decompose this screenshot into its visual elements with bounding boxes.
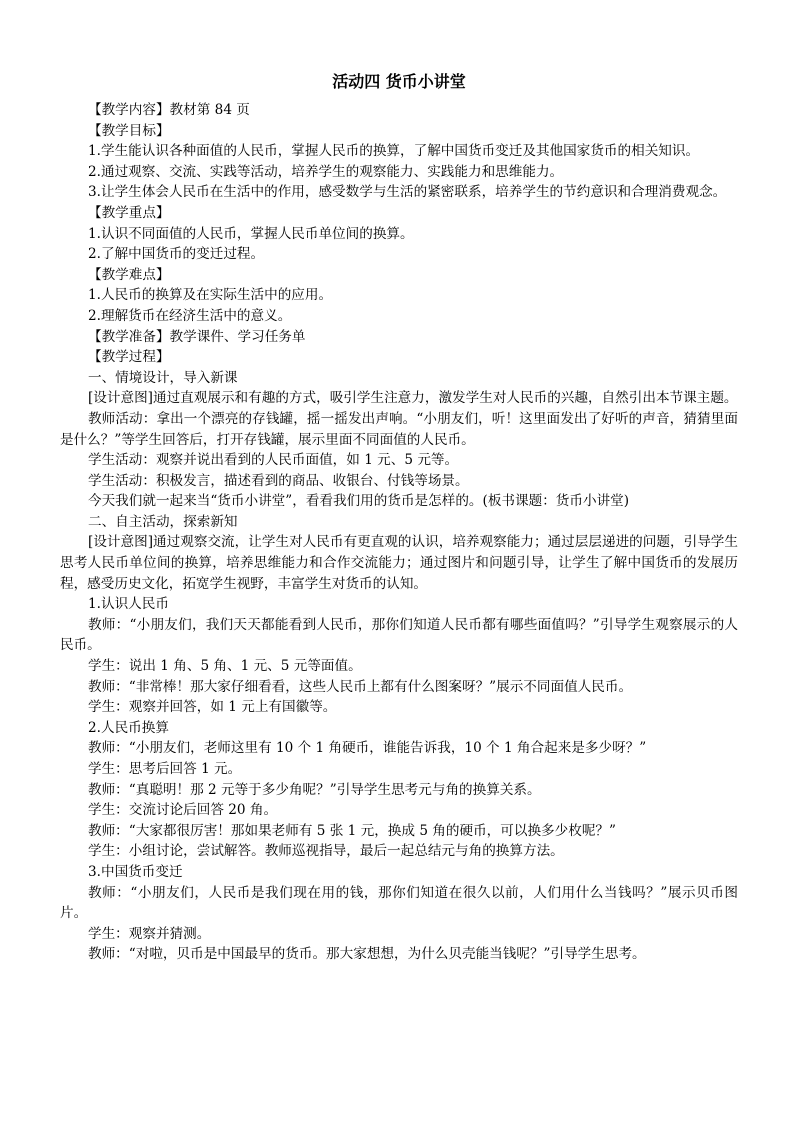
paragraph: 1.认识不同面值的人民币，掌握人民币单位间的换算。 — [88, 225, 414, 242]
paragraph: 2.了解中国货币的变迁过程。 — [88, 246, 265, 263]
paragraph: 3.让学生体会人民币在生活中的作用，感受数学与生活的紧密联系，培养学生的节约意识和合理消费观念。 — [88, 184, 727, 201]
paragraph: 学生活动：积极发言，描述看到的商品、收银台、付钱等场景。 — [88, 472, 469, 489]
paragraph: 教师：“小朋友们，我们天天都能看到人民币，那你们知道人民币都有哪些面值吗？”引导学生观察展示的人民币。 — [60, 616, 738, 654]
document-page — [60, 72, 738, 965]
paragraph: 【教学过程】 — [88, 349, 170, 366]
paragraph: 【教学难点】 — [88, 266, 170, 283]
paragraph: 一、情境设计，导入新课 — [88, 369, 238, 386]
paragraph: 二、自主活动，探索新知 — [88, 513, 238, 530]
paragraph: 1.人民币的换算及在实际生活中的应用。 — [88, 287, 333, 304]
paragraph: 【教学目标】 — [88, 122, 170, 139]
paragraph: 【教学准备】教学课件、学习任务单 — [88, 328, 306, 345]
paragraph: 2.通过观察、交流、实践等活动，培养学生的观察能力、实践能力和思维能力。 — [88, 163, 564, 180]
paragraph: 学生：交流讨论后回答 20 角。 — [88, 802, 278, 819]
paragraph: 教师活动：拿出一个漂亮的存钱罐，摇一摇发出声响。“小朋友们，听！这里面发出了好听的声音，猜猜里面是什么？”等学生回答后，打开存钱罐，展示里面不同面值的人民币。 — [60, 410, 738, 448]
paragraph: 学生活动：观察并说出看到的人民币面值，如 1 元、5 元等。 — [88, 452, 459, 469]
paragraph: 学生：观察并猜测。 — [88, 925, 211, 942]
paragraph: [设计意图]通过直观展示和有趣的方式，吸引学生注意力，激发学生对人民币的兴趣，自然引出本节课主题。 — [88, 390, 738, 407]
document-body — [60, 100, 738, 965]
paragraph: 2.人民币换算 — [88, 719, 169, 736]
paragraph: 2.理解货币在经济生活中的意义。 — [88, 307, 292, 324]
paragraph: 3.中国货币变迁 — [88, 863, 183, 880]
paragraph: 教师：“大家都很厉害！那如果老师有 5 张 1 元，换成 5 角的硬币，可以换多少枚呢？” — [88, 822, 616, 839]
paragraph: [设计意图]通过观察交流，让学生对人民币有更直观的认识，培养观察能力；通过层层递进的问题，引导学生思考人民币单位间的换算，培养思维能力和合作交流能力；通过图片和问题引导，让学生了解中国货币的发展历程，感受历史文化，拓宽学生视野，丰富学生对货币的认知。 — [60, 534, 738, 592]
paragraph: 教师：“对啦，贝币是中国最早的货币。那大家想想，为什么贝壳能当钱呢？”引导学生思考。 — [88, 946, 646, 963]
paragraph: 教师：“小朋友们，人民币是我们现在用的钱，那你们知道在很久以前，人们用什么当钱吗？”展示贝币图片。 — [60, 884, 738, 922]
document-title: 活动四 货币小讲堂 — [332, 72, 466, 91]
paragraph: 1.认识人民币 — [88, 596, 169, 613]
paragraph: 【教学重点】 — [88, 204, 170, 221]
paragraph: 教师：“真聪明！那 2 元等于多少角呢？”引导学生思考元与角的换算关系。 — [88, 781, 541, 798]
paragraph: 学生：小组讨论，尝试解答。教师巡视指导，最后一起总结元与角的换算方法。 — [88, 843, 564, 860]
paragraph: 1.学生能认识各种面值的人民币，掌握人民币的换算，了解中国货币变迁及其他国家货币的相关知识。 — [88, 143, 700, 160]
paragraph: 学生：说出 1 角、5 角、1 元、5 元等面值。 — [88, 658, 362, 675]
paragraph: 学生：思考后回答 1 元。 — [88, 761, 242, 777]
paragraph: 【教学内容】教材第 84 页 — [88, 102, 250, 118]
paragraph: 教师：“小朋友们，老师这里有 10 个 1 角硬币，谁能告诉我，10 个 1 角合起来是多少呀？” — [88, 740, 647, 757]
paragraph: 教师：“非常棒！那大家仔细看看，这些人民币上都有什么图案呀？”展示不同面值人民币。 — [88, 678, 633, 695]
paragraph: 今天我们就一起来当“货币小讲堂”，看看我们用的货币是怎样的。(板书课题：货币小讲堂) — [88, 493, 630, 510]
paragraph: 学生：观察并回答，如 1 元上有国徽等。 — [88, 699, 337, 716]
